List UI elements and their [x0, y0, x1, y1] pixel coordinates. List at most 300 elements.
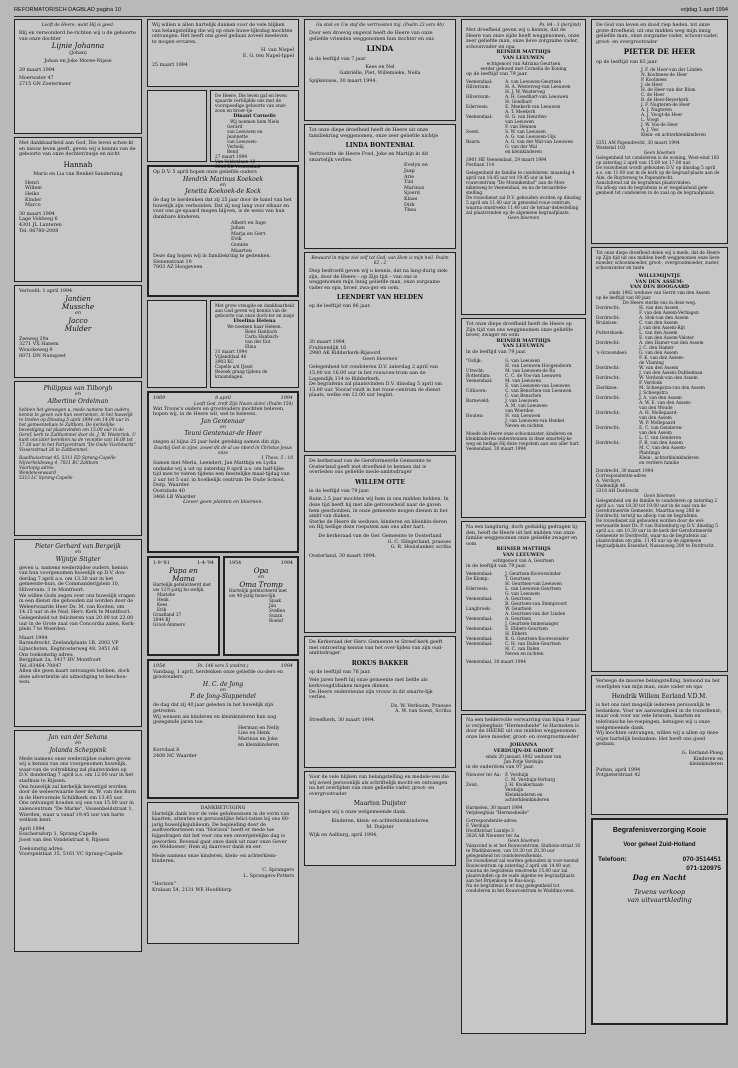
- ad-signature: G. Eerland-Ploeg: [681, 750, 723, 756]
- family-member: C. van den Assem: [639, 320, 678, 326]
- ad-text: Tot onze diepe droefheid heeft de Heere op Zijn tijd van ons weggenomen onze geliefde broer, zwager en oom: [466, 322, 573, 339]
- family-place: Ederveen:: [466, 587, 489, 593]
- family-member: achterkleinkinderen: [505, 798, 550, 804]
- family-member: C. de Heer: [641, 93, 665, 99]
- ad-kids: [153, 221, 293, 255]
- family-member: de Vlaming: [639, 360, 664, 366]
- ad-title: DANKBETUIGING: [200, 806, 246, 811]
- ad-address: Oudendijk 46: [596, 483, 626, 489]
- family-member: L. C. van Genderen: [639, 435, 682, 441]
- family-member: H. van Leeuwen: [505, 413, 541, 419]
- ad-date: 1954: [229, 561, 242, 566]
- ad-parent: Carla Hanbach-: [245, 334, 280, 340]
- ad-note: Geen bloemen: [643, 493, 676, 499]
- family-member: en kleinkinderen: [505, 150, 542, 156]
- anniversary-ad-gentenaar: [147, 391, 299, 553]
- ad-name: Jan Gentenaar: [201, 417, 245, 425]
- ad-age: op de leeftijd van 83 jaar.: [596, 59, 658, 65]
- ad-age: op de leeftijd van 76 jaar.: [309, 669, 371, 675]
- family-member: H. Geurtsen-van Leeuwen: [505, 582, 562, 588]
- thanks-ad-wedding: [147, 19, 299, 87]
- wedding-ad-jan: [14, 730, 142, 952]
- family-member: en verdere familie: [639, 460, 680, 466]
- family-member: C. H. van Dalen-Geurtsen: [505, 642, 561, 648]
- ad-name: Maarten Duijster: [353, 800, 407, 808]
- family-member: Neven en nichten: [505, 423, 544, 429]
- ad-text: Na een heldervolle verwarring van bijna 9 jaar is verpleeghuis "Hermesheide" te Harmelen is door de HEERE uit ons midden weggenomen onze lieve moeder, groot- en overgrootmoeder: [466, 718, 581, 740]
- ad-text: De rouwdienst zal worden gehouden in voor-noemd Rouwcentrum op zaterdag 2 april om 14.00 uur, waarna de begrafenis omstreeks 15.00 uur zal plaatsvinden op de oude algeme-ne begraafplaats aan het Brijenkoop te Rus-koop.: [466, 859, 579, 885]
- ad-text: Hartelijk gefeliciteerd met uw 40-jarig huwe-lijk.: [229, 589, 287, 599]
- ad-text: de dag te herdenken dat zij 25 jaar door de hand van het huwelijk zijn verbonden. Dat zij nog lang voor elkaar en voor ons ge-spaard mogen blijven, is de wens van hun dankbare kinderen.: [153, 198, 292, 220]
- ad-date: Veenendaal, 30 maart 1994: [466, 446, 526, 452]
- ad-address: 3351 AM Papendrecht, 30 maart 1994: [596, 141, 680, 147]
- ad-address: Slenenstraat 10: [153, 259, 192, 265]
- ad-verse-ref: 1 Thess. 5 : 18: [261, 455, 293, 461]
- ad-kid: Marja en Gert: [231, 231, 266, 237]
- ad-verse: Looft de Heere, want Hij is goed.: [41, 23, 115, 28]
- ad-sub: eerder gehuwd met Cornelia de Koning: [480, 66, 567, 72]
- ad-text: Blij en verwonderd be-richten wij u de geboorte van onze dochter: [19, 31, 136, 42]
- ad-parent: Jeannette: [227, 134, 248, 140]
- ad-address: 8071 DN Nunspeet: [19, 353, 66, 359]
- ad-and: en: [75, 392, 81, 397]
- ad-date: 1-9-'81: [153, 561, 170, 566]
- ad-text: Na afloop van de begrafenis is er wegelasheid gele-genheid tot condoleren in de zaal op de begraafplaats.: [596, 186, 716, 197]
- anniversary-row: [147, 556, 299, 656]
- ad-name: Dinant Cornelis: [233, 113, 276, 119]
- ad-address: 5312 LC Sprang-Capelle: [19, 475, 73, 481]
- family-member: F. Verduijn: [505, 773, 529, 779]
- ad-date: Maart 1994: [19, 635, 48, 641]
- family-member: J. A. van den Assem: [639, 395, 682, 401]
- family-member: J. F. Nugteren-de Heer: [641, 103, 691, 109]
- family-member: J. C. den Hamer: [639, 345, 674, 351]
- ad-address: Bergplaat 2a, 3417 HV Montfoort: [19, 658, 101, 664]
- family-place: Houten:: [466, 413, 484, 419]
- family-member: A. Geurtsen-van der Linden: [505, 612, 566, 618]
- family-member: W. P. Mollepaard: [639, 420, 676, 426]
- family-place: Veenendaal:: [466, 637, 493, 643]
- family-member: J. van Leeuwen: [505, 398, 539, 404]
- ad-text: Tot onze diepe droefheid delen wij u mede, dat de Heere op Zijn tijd uit ons midden heeft weggenomen onze lieve moeder, schoonmoeder, groot-, overgrootmoeder, zuster, schoonzuster en tante: [596, 251, 720, 271]
- ad-address: Barendrecht, Zeelandplaats 1B, 2003 VP Lijnschoten, Eegbrosterweg 48, 3451 AE: [19, 641, 119, 652]
- ad-slogan: van uitvaartkleding: [627, 896, 692, 904]
- birth-ad-elselina: [210, 300, 299, 388]
- family-place: Veenendaal:: [466, 642, 493, 648]
- family-member: A. Geurtsen: [505, 597, 531, 603]
- ad-date: 8 april: [215, 396, 231, 401]
- family-member: J. van Leeuwen-van Henkel: [505, 418, 565, 424]
- family-member: S. W. van Leeuwen: [505, 130, 546, 136]
- ad-date: 1954: [153, 664, 166, 669]
- ad-signature: G. R. Hooislanker, scriba: [390, 545, 451, 551]
- family-member: J. W. Vos-de Heer: [641, 123, 679, 129]
- ad-signature: E. G. ten Napel-Ippel: [242, 53, 294, 59]
- ad-name: PIETER DE HEER: [623, 47, 696, 57]
- family-member: C. van Benschen: [505, 393, 542, 399]
- ad-kid: Johan: [231, 226, 245, 232]
- obituary-willem: [304, 455, 456, 633]
- ad-name: Hendrik Willem Eerland V.D.M.: [611, 693, 708, 701]
- ad-address: 2408 NC Waarder: [153, 753, 197, 759]
- wedding-ad-philippus: [14, 381, 142, 536]
- ad-age: in de leeftijd van 79 jaar.: [466, 563, 527, 569]
- family-member: E. van den Assem-Valster: [639, 335, 695, 341]
- ad-verse: Ps. 146 vers 5 (ondrst.): [197, 664, 249, 669]
- ad-address: Wouckeweg 9: [19, 348, 53, 353]
- ad-parent: René Hanbach: [245, 329, 278, 335]
- ad-kid: Kinder: [25, 197, 42, 203]
- ad-address: Oostzinde 40: [153, 488, 185, 494]
- column-4: [461, 19, 586, 1037]
- family-member: A. J. Nugteren: [641, 108, 672, 114]
- ad-age: in de leeftijd van 7 jaar.: [309, 56, 367, 62]
- ad-date: 31 maart 1994: [215, 349, 248, 355]
- ad-name: Hannah: [63, 159, 93, 169]
- ad-address: Raadhuisstraat 45, 5311 ED Sprang-Capelle: [19, 455, 116, 461]
- ad-verse: Looft God, treft Zijn Naam alom! (Psalm 150): [194, 401, 293, 407]
- family-member: Kleinkinderen en: [505, 793, 543, 799]
- family-member: M. Scheepstra-van den Assem: [639, 385, 705, 391]
- ad-name: Mulder: [64, 324, 92, 334]
- business-ad-kooie: [591, 818, 728, 1025]
- ad-name: Jantien: [65, 293, 91, 303]
- ad-text: stegen al bijna 25 jaar hebt getekkig samen din zijn.: [153, 440, 281, 446]
- ad-date: Spijkenisse, 30 maart 1994.: [309, 79, 377, 85]
- engagement-ad-jantien: [14, 285, 142, 378]
- obituary-johanna: [461, 714, 586, 1034]
- family-member: H. van den Assem: [639, 305, 679, 311]
- ad-text: Na een langdurig, doch geduldig gedragen lij-den, heeft de Heere uit het midden van onze familie weggenomen onze geliefde zwager en oom: [466, 525, 579, 547]
- ad-address: Capelle a/d IJssel: [215, 364, 253, 370]
- ad-kid: Arie: [404, 174, 415, 180]
- family-place: Uithoorn:: [466, 388, 487, 394]
- ad-signature: M. Duijster: [366, 824, 394, 830]
- column-5: [591, 19, 728, 1028]
- ad-kid: Svellen: [269, 609, 285, 614]
- ad-text: Gelegenheid tot feliciteren van 20.00 tot 22.00 uur in de Grote zaal van Concordia zalen, Kerk-plein 7 te Woerden.: [19, 615, 135, 633]
- ad-name: Jacco: [68, 316, 88, 325]
- family-member: H. van Leeuwen-Hoogendoorn: [505, 363, 572, 369]
- spacer-box: [147, 300, 207, 388]
- ad-and: en: [220, 182, 226, 188]
- obituary-rokus: [304, 636, 456, 768]
- ad-name: Oma Tromp: [239, 579, 283, 589]
- ad-text: Allen die geen kaart ontvangen hebben, doch deze advertentie als uitnodiging te beschou-wen.: [19, 669, 130, 686]
- family-member: W. Verdonk-van den Assem: [639, 375, 698, 381]
- family-member: A. J. Vos: [641, 128, 659, 134]
- family-member: A. J. Voogt-de Heer: [641, 113, 683, 119]
- family-place: [466, 652, 505, 657]
- ad-text: hebben het genoegen u, mede namens hun ouders, kennis te geven van hun voornemen, in het huwelijk te treden op Dinsdag 5 april 1994 om 14.00 uur in het gemeentehuis te Zaltbom. De kerkelijke bevestiging zal plaatsvinden om 15.00 uur in de Geref. kerk te Zaltbommel door ds. J. W. Westerink. U kunt ons later bereiken na de receptie van 16.00 tot 17.30 uur in het Partycentrum "De Oude Vischmarkt" Vissersstraat 26 te Zaltbommel.: [19, 407, 136, 453]
- family-place: Dordrecht:: [596, 395, 620, 401]
- ad-sub: Jan Potje Verduijn: [504, 759, 543, 765]
- ad-text: Aansluitend zal de begrafenis plaatsvinden.: [596, 181, 692, 187]
- ad-text: Ruim 2,5 jaar mochten wij hem in ons midden hebben. In deze tijd heeft hij met alle getrouwheid naar de gaven hem geschonken, in onze gemeente mogen dienen in het ambt van diaken.: [309, 497, 449, 520]
- ad-kid: Heiko: [25, 191, 40, 197]
- family-member: Klein- en achterkleinkinderen: [641, 133, 706, 139]
- phone-row: [598, 855, 721, 864]
- ad-kid: Albert en Inge: [231, 220, 266, 226]
- family-member: G. van Leeuwen: [505, 592, 540, 598]
- ad-name: Mussche: [61, 302, 95, 311]
- ad-and: en: [220, 687, 226, 693]
- family-member: J. de Heer: [641, 83, 663, 89]
- family-member: F. van den Assem-Verhagen: [639, 310, 699, 316]
- ad-kid: Marieke: [157, 593, 176, 599]
- family-place: Dordrecht:: [596, 375, 620, 381]
- ad-name: Philippus van Tilborgh: [43, 385, 113, 392]
- ad-text: Moede de Heere onze schoonzuster, kinderen en kleinkinderen ondersteunen in deze smartelij-ke weg en heilige Hij deze roepstem aan ons aller hart.: [466, 431, 581, 447]
- family-member: H. Goedhart: [505, 100, 532, 106]
- ad-kid: Klaas: [404, 196, 418, 202]
- ad-age: in de ouderdom van 97 jaar.: [466, 764, 535, 770]
- family-place: Nieuwer ter Aa:: [466, 773, 501, 779]
- ad-name: Teuni Gentenaar-de Heer: [184, 430, 262, 438]
- ad-address: 3318 AH Dordrecht: [596, 488, 639, 494]
- family-place: Dordrecht:: [596, 425, 620, 431]
- ad-text: De Heere, Die leven gaf en leven spaarde verblijdde ons met de voorspoedige geboorte van onze zoon en broer-tje: [215, 94, 287, 114]
- family-place: Veenendaal:: [466, 627, 493, 633]
- ad-kid: Tini: [404, 180, 414, 186]
- family-place: Puttershoek:: [596, 330, 624, 336]
- ad-date: 30 maart 1994: [309, 339, 345, 345]
- family-member: A. Geurtsen: [505, 617, 531, 623]
- family-member: Klein-, achterkleinkinderen: [639, 455, 699, 461]
- ad-text: Verwege de mooree belangstelling, betoond na het overlijden van mijn man, onze vader en opa: [596, 679, 720, 690]
- family-member: F. K. van den Assem-: [639, 355, 685, 361]
- family-member: N. Koolmees-de Heer: [641, 73, 688, 79]
- family-place: Baarn:: [466, 140, 481, 146]
- ad-text: Wij willen u allen hartelijk danken voor de vele blijken van belangstelling die wij op onze huwe-lijksdag mochten ontvangen. Het heeft ons goed gedaan zoveel meeleven te mogen ervaren.: [152, 23, 293, 45]
- ad-address: Postlaan 114: [466, 163, 495, 169]
- ad-parents: [215, 125, 294, 155]
- ad-text: De kerkeraad van de Gereformeerde Gemeente te Oosterland geeft met droefheid te kennen dat is overleden ons geliefde mede-ambtsdrager: [309, 459, 431, 476]
- ad-name: ROKUS BAKKER: [351, 659, 409, 667]
- ad-kid: Sjoerd: [404, 191, 420, 197]
- birth-ad-hannah: [14, 137, 142, 282]
- column-1: [14, 19, 142, 955]
- ad-date: Streefkerk, 30 maart 1994.: [309, 717, 376, 723]
- family-member: H. J. W. Westerveg: [505, 90, 545, 96]
- ad-text: Gelegenheid om de familie te condoleren op zaterdag 2 april a.s. van 18.30 tot 19.00 uur in de zaal van de Gereformeerde Gemeente, Maartha-weg 286 te Dordrecht, terwijl na afloop van de begrafenis.: [596, 498, 718, 519]
- ad-name: Lijnie Johanna: [51, 41, 105, 51]
- ad-signature: A. W. van Soest, Scriba: [394, 709, 451, 715]
- obituary-willemijntje: [591, 247, 728, 672]
- ad-and: en: [220, 424, 226, 430]
- ad-address: Joost van den Vondelstraat 8, Rijssen: [19, 837, 110, 843]
- ad-kid: Jaap: [404, 168, 415, 174]
- ad-kids: [19, 181, 137, 209]
- family-place: [466, 798, 505, 803]
- family-member: H. Ebbers: [505, 632, 528, 638]
- family-member: A. M. van Leeuwen-: [505, 403, 549, 409]
- ad-address: Groot-Ammers: [153, 623, 185, 629]
- ad-parent: van Leeuwen-: [227, 139, 258, 145]
- ad-and: en: [75, 311, 81, 317]
- ad-address: Wendelesewaard: [19, 470, 56, 476]
- family-member: van Leeuwen: [505, 120, 534, 126]
- family-member: A. van Leeuwen-Geurtsen: [505, 80, 562, 86]
- family-list: [596, 306, 723, 466]
- family-place: Dordrecht:: [596, 315, 620, 321]
- ad-kid: Sjaak: [269, 599, 282, 604]
- ad-text: Hartelijk dank voor de vele gelukwensen in de vorm van kaarten, attenties en persoonlijke felici-taties bij ons 60-jarig huwelijksjubileum. De bepleiding door de audtwerkertenen van "Horizon" heeft er mede toe bijgedragen dat het voor ons een onvergetelijke dag is geworden. Bovenal gaat onze dank uit naar onze Gever en Weldoener; Hem zij daarvoor dank en eer.: [152, 811, 290, 851]
- ad-text: Vele jaren heeft hij onze gemeente met liefde als kerkvoogd/diaken mogen dienen.: [309, 678, 428, 689]
- ad-name: Jenetta Koekoek-de Kock: [185, 188, 261, 196]
- ad-signature: Kinderen en: [693, 756, 723, 762]
- anniversary-ad-papa: [147, 556, 220, 656]
- ad-address: Ons toekomstig adres:: [19, 652, 74, 658]
- thanks-ad-sprangers: [147, 802, 299, 944]
- family-member: L. Voogt: [641, 118, 659, 124]
- family-member: P. Koolmees: [641, 78, 667, 84]
- ad-name: Opa: [253, 565, 269, 575]
- ad-sub: We noemen haar Heleen.: [227, 324, 282, 330]
- ad-parent: van der Ent: [245, 339, 271, 345]
- ad-text: Vandaag, 1 april, herdenken onze geliefde ou-ders en grootouders: [153, 669, 283, 681]
- ad-kids: [309, 163, 451, 213]
- ad-date: 1-4-'94: [197, 561, 214, 566]
- family-member: H. C. van Dalen: [505, 647, 540, 653]
- page-header: [14, 7, 728, 17]
- family-place: Dordrecht:: [596, 305, 620, 311]
- family-list: [466, 359, 581, 429]
- ad-address: 3901 HE Veenendaal, 29 maart 1994: [466, 158, 547, 164]
- ad-address: Westeind 103: [596, 146, 626, 152]
- family-member: A. H. Mollepaard-: [639, 410, 678, 416]
- family-member: van Woerden: [505, 408, 534, 414]
- birth-row-2: [147, 300, 299, 388]
- ad-date: 29 maart 1994: [19, 67, 55, 73]
- ad-address: Zeeweg 29a: [19, 336, 49, 342]
- ad-verse: Bewaard in mijne ziel zelf tot God; van Hem is mijn heil. Psalm 62 : 2: [311, 256, 449, 266]
- ad-signature: G. C. Slingerland, praeses: [387, 539, 451, 545]
- ad-sub: De Heere sterke ons in deze weg.: [622, 300, 697, 306]
- ad-text: De Heere ondersteune zijn vrouw in dit smarte-lijk verlies.: [309, 689, 433, 701]
- ad-kid: Dirk: [404, 202, 415, 208]
- family-member: J. van den Assem-Rijt: [639, 325, 686, 331]
- ad-age: in de leeftijd van 79 jaar.: [466, 349, 527, 355]
- ad-kid: Marinus: [404, 185, 425, 191]
- family-place: Veenendaal:: [466, 572, 493, 578]
- ad-text: Met droefheid geven wij u kennis, dat de Heere van onze zijde heeft weggenomen, onze zeer geliefde man, onze lieve zorgzame vader, schoonvader en opa: [466, 28, 580, 50]
- family-member: J. F. de Heer-van der Linden: [641, 68, 703, 74]
- birth-ad-dinant: [210, 90, 299, 170]
- birth-ad-lijnie: [14, 19, 142, 134]
- family-member: E. Meekerk-van Leeuwen: [505, 105, 561, 111]
- ad-sub: sinds 20 januari 1982 weduwe van: [485, 754, 562, 760]
- family-member: Neven en nichten: [505, 652, 544, 658]
- ad-name: Elselina Helena: [233, 318, 276, 324]
- ad-text: Met grote vreugde en dankbaarheid aan God geven wij kennis van de geboorte van onze doch-ter en zusje: [215, 304, 294, 319]
- ad-text: Op D.V. 5 april hopen onze geliefde ouders: [153, 170, 257, 175]
- ad-verse: Gu stok en Uw staf die vertroosten mij. (Psalm 23 vers 4b): [316, 23, 444, 28]
- family-member: B. Geurtsen-van Stempvoort: [505, 602, 568, 608]
- ad-text: Ons ontvangst houden wij ons van 15.00 uur in zalencentrum "De Marke", Vossenbeldstraat 1, Wierden, waar u vanaf 19.45 uur van harte welkom bent.: [19, 801, 134, 824]
- ad-address: 3626 AB Nieuwer ter Aa: [466, 834, 520, 840]
- ad-address: 3271 VX Hanem: [19, 342, 59, 348]
- ad-text: Mede namens onze kinderen, klein- en achterklein-kinderen.: [152, 853, 277, 865]
- family-place: Hilversum:: [466, 85, 491, 91]
- ad-name: Albertine Ordelman: [47, 397, 109, 405]
- ad-address: 7803 AZ Hoogeveen: [153, 265, 203, 271]
- ad-name: Jan van der Sehans: [48, 734, 108, 741]
- ad-date: Verloofd: 1 april 1994: [19, 289, 73, 294]
- ad-text: De rouwdienst wordt gehouden D.V. op dinsdag 5 april a.s. om 11.00 uur in de kerk op de begraaf-plaats aan de Alm. de Ruyterweg te Papendrecht.: [596, 166, 720, 182]
- ad-name: Mama: [172, 574, 195, 583]
- ad-name: Wijntje Stigter: [55, 555, 101, 563]
- ad-date: 25 maart 1994: [152, 62, 188, 68]
- family-member: J. Scheepstra: [639, 390, 668, 396]
- ad-address: Toekomstig adres:: [19, 846, 64, 852]
- family-place: Hilversum:: [466, 95, 491, 101]
- ad-slogan: Tevens verkoop: [633, 888, 686, 896]
- ad-name: VAN DEN ASSEM-: [635, 278, 684, 285]
- ad-name: Jolanda Scheppink: [49, 746, 107, 754]
- ad-and: en: [75, 741, 81, 746]
- family-place: Ederveen:: [466, 105, 489, 111]
- ad-kid: Kees: [157, 603, 168, 609]
- ad-address: 2844 BJ: [153, 618, 171, 624]
- family-member: Verduijn: [505, 788, 524, 794]
- ad-text: Sterke de Heere de weduwe, kinderen en kleinkin-deren en Hij heilige deze roepstem aan ons aller hart.: [309, 519, 447, 531]
- family-member: M. van Leeuwen-de Ru: [505, 368, 556, 374]
- family-place: Veenendaal:: [466, 80, 493, 86]
- ad-text: Wat Trouw's ouders en grootouders mochten beleven, hopen wij, in de Heere wil, wel te beleven.: [153, 406, 285, 418]
- ad-name: P. de Jong-Slappendel: [190, 693, 256, 701]
- paper-date: vrijdag 1 april 1994: [680, 7, 728, 13]
- ad-address: Hoofdstraat Laantje 3: [466, 829, 514, 835]
- ad-text: Diep bedroefd geven wij u kennis, dat na lang-durig ziek-zijn, door de Heere – op Zijn tijd – van ons is weggenomen mijn innig geliefde man, onze zorgzame vader en opa, broer, zwa-ger en oom.: [309, 269, 449, 291]
- ad-text: Deze dag hopen wij in familiekring te gedenken.: [153, 254, 272, 260]
- family-member: A. W. E. van den Assem-: [639, 400, 692, 406]
- family-place: 's-Gravendeel:: [596, 350, 628, 356]
- ad-kids: [229, 599, 293, 624]
- ad-name: VAN LEEUWEN: [502, 54, 545, 61]
- family-member: G. van der Wal: [505, 145, 537, 151]
- ad-name: VAN LEEUWEN: [502, 343, 545, 350]
- ad-parent: Verhelij: [227, 144, 244, 150]
- ad-text: Tot onze diepe droefheid heeft de Heere uit onze familiekring weggenomen, onze zeer geliefde nichtje: [309, 128, 439, 139]
- family-member: W. van den Assem: [639, 365, 679, 371]
- obituary-reinier-2: [461, 318, 586, 518]
- ad-sub: echtgenoot van Adriana Geurtsen: [486, 61, 561, 67]
- ad-kid: Gonnie: [231, 242, 249, 248]
- family-place: "Oslijk:: [466, 358, 482, 364]
- ad-address: 2715 GN Zoetermeer: [19, 81, 71, 87]
- family-member: van den Assem: [639, 430, 672, 436]
- family-place: Veenendaal:: [466, 597, 493, 603]
- ad-org: "Horizon": [152, 882, 176, 888]
- family-member: A. den Hamer-van den Assem: [639, 340, 704, 346]
- ad-name: REINIER MATTHIJS: [496, 49, 551, 56]
- anniversary-ad-de-jong: [147, 659, 299, 799]
- ad-date: 27 maart 1994: [215, 154, 248, 160]
- ad-text: Hartelijk gefeliciteerd met uw 12½-jarig hu-welijk.: [153, 583, 211, 594]
- ad-address: Fruitsendijk 16: [309, 345, 347, 351]
- ad-text: Voor de vele blijken van belangstelling en medele-ven die wij zowel persoonlijk als schriftelijk mocht-en ontvangen na het overlijden van onze geliefde vader, groot- en overgrootvader: [309, 775, 449, 797]
- ad-age: op de leeftijd van 86 jaar.: [309, 304, 371, 310]
- ad-name: LINDA: [366, 44, 394, 54]
- ad-kid: Jan: [269, 604, 277, 609]
- ad-text: Gelegenheid de familie te condoleren, maandag 4 april van 18.45 uur tot 19.45 uur in het rouwcentrum "De Monnikenhof" aan de Mon-nikenweg te Veenendaal, en na de teraardebe-stelling.: [466, 171, 575, 197]
- ad-text: Vertroostte de Heere Fred, Joke en Martijn in dit smartelijk verlies.: [309, 152, 429, 163]
- ad-verse: Ps. 84 : 3 (berijmd): [539, 23, 581, 28]
- family-member: L. van den Assem: [639, 330, 678, 336]
- ad-date: 30 maart 1994: [19, 211, 55, 217]
- ad-text: Met dankbaarheid aan God, Die leven schen-kt en nieuw leven geeft, geven wij u kennis van de geboorte van onze dochter/zusje en nicht: [19, 141, 136, 158]
